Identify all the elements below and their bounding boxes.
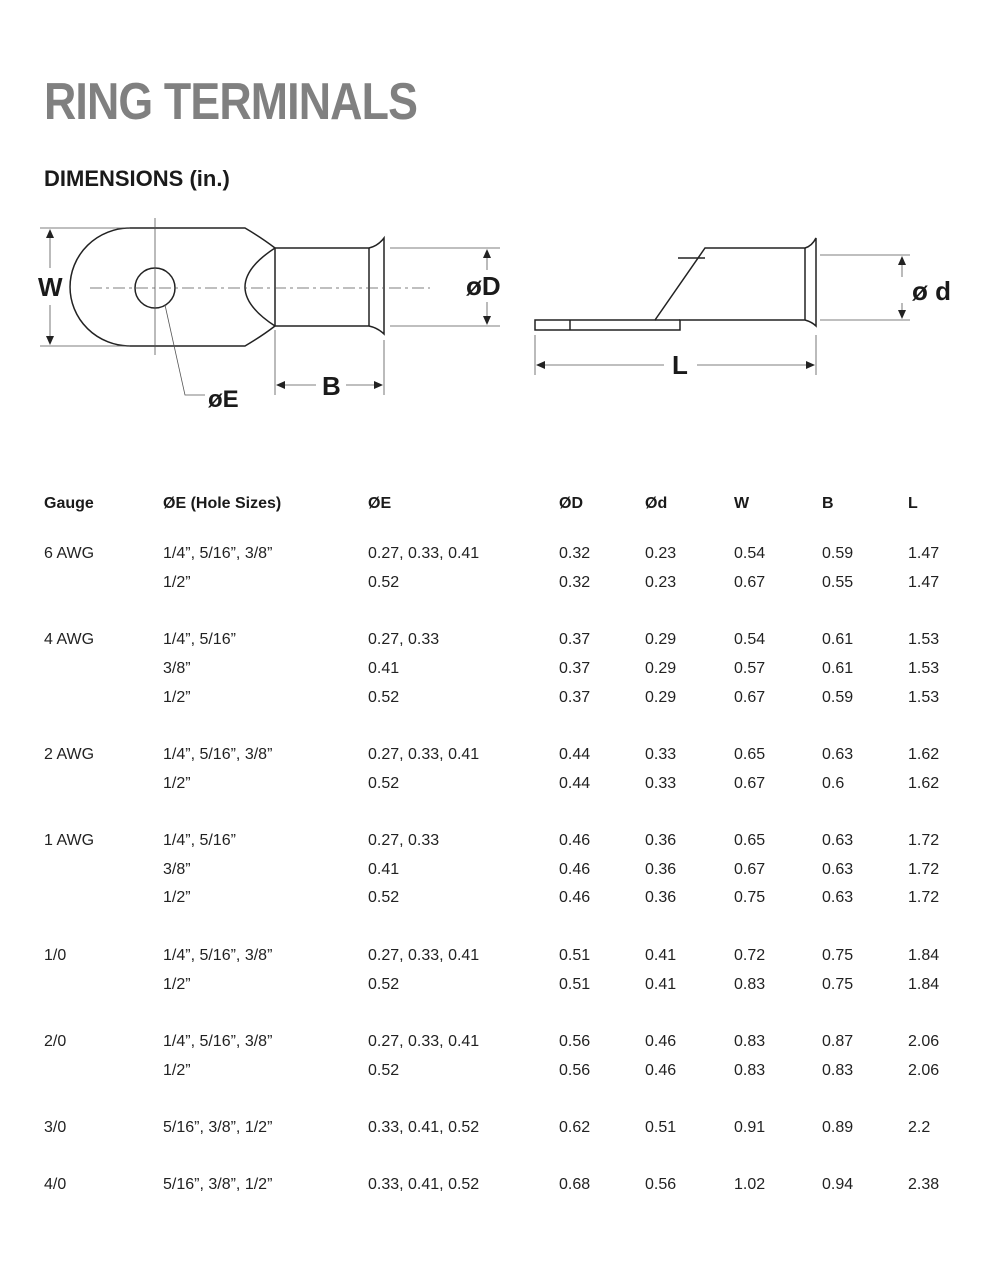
cell-e: 0.41 — [368, 659, 400, 677]
table-row — [0, 1033, 989, 1059]
cell-W: 0.83 — [734, 1061, 766, 1079]
table-row — [0, 631, 989, 657]
cell-D: 0.37 — [559, 659, 591, 677]
cell-d: 0.41 — [645, 946, 677, 964]
cell-D: 0.44 — [559, 745, 591, 763]
cell-d: 0.29 — [645, 659, 677, 677]
cell-B: 0.59 — [822, 688, 854, 706]
cell-hole-sizes: 1/4”, 5/16” — [163, 832, 236, 849]
cell-hole-sizes: 1/4”, 5/16”, 3/8” — [163, 1032, 273, 1050]
cell-d: 0.51 — [645, 1119, 677, 1136]
cell-W: 0.54 — [734, 631, 766, 649]
dim-B-label: B — [322, 371, 341, 401]
cell-hole-sizes: 1/4”, 5/16”, 3/8” — [163, 946, 273, 964]
cell-L: 1.84 — [908, 975, 940, 993]
cell-W: 0.72 — [734, 946, 766, 964]
cell-W: 0.67 — [734, 688, 766, 706]
header-e: ØE — [368, 495, 392, 512]
cell-W: 0.83 — [734, 1032, 766, 1050]
cell-D: 0.37 — [559, 631, 591, 649]
cell-gauge: 6 AWG — [44, 545, 95, 562]
dim-D-label: øD — [466, 271, 501, 301]
header-hole-sizes: ØE (Hole Sizes) — [163, 495, 282, 512]
cell-d: 0.23 — [645, 573, 677, 591]
cell-B: 0.87 — [822, 1032, 854, 1050]
cell-hole-sizes: 1/2” — [163, 889, 191, 907]
cell-gauge: 4/0 — [44, 1176, 67, 1194]
cell-d: 0.41 — [645, 975, 677, 993]
cell-D: 0.68 — [559, 1176, 591, 1194]
cell-B: 0.63 — [822, 860, 854, 878]
ring-terminal-diagram — [0, 200, 989, 440]
side-tongue — [535, 238, 816, 330]
barrel — [275, 238, 384, 334]
cell-B: 0.61 — [822, 631, 854, 649]
cell-e: 0.52 — [368, 889, 400, 907]
table-row — [0, 746, 989, 772]
cell-d: 0.29 — [645, 631, 677, 649]
cell-L: 1.72 — [908, 889, 940, 907]
cell-D: 0.46 — [559, 860, 591, 878]
cell-L: 2.2 — [908, 1119, 931, 1136]
cell-L: 1.47 — [908, 545, 940, 562]
table-row — [0, 545, 989, 571]
cell-hole-sizes: 3/8” — [163, 860, 191, 878]
cell-L: 1.62 — [908, 774, 940, 792]
header-D: ØD — [559, 495, 583, 512]
cell-hole-sizes: 1/2” — [163, 573, 191, 591]
cell-d: 0.36 — [645, 889, 677, 907]
cell-D: 0.56 — [559, 1061, 591, 1079]
cell-hole-sizes: 1/4”, 5/16”, 3/8” — [163, 545, 273, 562]
cell-B: 0.61 — [822, 659, 854, 677]
cell-D: 0.46 — [559, 889, 591, 907]
cell-W: 0.91 — [734, 1119, 766, 1136]
cell-hole-sizes: 5/16”, 3/8”, 1/2” — [163, 1119, 273, 1136]
cell-L: 1.84 — [908, 946, 940, 964]
cell-d: 0.23 — [645, 545, 677, 562]
cell-e: 0.27, 0.33, 0.41 — [368, 745, 480, 763]
cell-L: 2.38 — [908, 1176, 940, 1194]
cell-hole-sizes: 5/16”, 3/8”, 1/2” — [163, 1176, 273, 1194]
cell-D: 0.46 — [559, 832, 591, 849]
cell-gauge: 4 AWG — [44, 631, 95, 649]
cell-d: 0.33 — [645, 774, 677, 792]
cell-D: 0.37 — [559, 688, 591, 706]
cell-D: 0.32 — [559, 545, 591, 562]
table-row — [0, 861, 989, 887]
cell-W: 0.67 — [734, 860, 766, 878]
dim-L-label: L — [672, 350, 688, 380]
cell-L: 1.47 — [908, 573, 940, 591]
cell-hole-sizes: 1/2” — [163, 688, 191, 706]
table-row — [0, 889, 989, 915]
cell-e: 0.27, 0.33 — [368, 631, 440, 649]
cell-B: 0.6 — [822, 774, 845, 792]
table-row — [0, 689, 989, 715]
cell-hole-sizes: 1/4”, 5/16”, 3/8” — [163, 745, 273, 763]
page-title: RING TERMINALS — [44, 73, 418, 131]
cell-gauge: 2/0 — [44, 1032, 67, 1050]
cell-d: 0.46 — [645, 1061, 677, 1079]
header-B: B — [822, 495, 834, 512]
dim-E-label: øE — [208, 386, 239, 413]
cell-L: 1.72 — [908, 832, 940, 849]
cell-W: 0.67 — [734, 573, 766, 591]
cell-B: 0.75 — [822, 975, 854, 993]
cell-e: 0.52 — [368, 774, 400, 792]
cell-D: 0.56 — [559, 1032, 591, 1050]
cell-e: 0.27, 0.33 — [368, 832, 440, 849]
cell-W: 0.83 — [734, 975, 766, 993]
cell-W: 0.65 — [734, 832, 766, 849]
cell-W: 0.57 — [734, 659, 766, 677]
cell-hole-sizes: 1/2” — [163, 774, 191, 792]
cell-D: 0.51 — [559, 946, 591, 964]
cell-D: 0.51 — [559, 975, 591, 993]
cell-e: 0.33, 0.41, 0.52 — [368, 1176, 480, 1194]
cell-D: 0.62 — [559, 1119, 591, 1136]
cell-W: 0.54 — [734, 545, 766, 562]
cell-e: 0.27, 0.33, 0.41 — [368, 1032, 480, 1050]
table-row — [0, 775, 989, 801]
cell-e: 0.52 — [368, 975, 400, 993]
header-W: W — [734, 495, 750, 512]
cell-W: 0.65 — [734, 745, 766, 763]
cell-B: 0.63 — [822, 745, 854, 763]
cell-B: 0.59 — [822, 545, 854, 562]
cell-L: 1.53 — [908, 688, 940, 706]
cell-hole-sizes: 1/2” — [163, 975, 191, 993]
ring-inner-curve — [245, 248, 275, 326]
cell-d: 0.56 — [645, 1176, 677, 1194]
cell-gauge: 1 AWG — [44, 832, 95, 849]
cell-W: 0.75 — [734, 889, 766, 907]
cell-L: 2.06 — [908, 1032, 940, 1050]
cell-d: 0.33 — [645, 745, 677, 763]
cell-e: 0.33, 0.41, 0.52 — [368, 1119, 480, 1136]
cell-gauge: 2 AWG — [44, 745, 95, 763]
cell-d: 0.46 — [645, 1032, 677, 1050]
table-row — [0, 947, 989, 973]
cell-d: 0.29 — [645, 688, 677, 706]
cell-hole-sizes: 1/2” — [163, 1061, 191, 1079]
table-row — [0, 660, 989, 686]
cell-e: 0.52 — [368, 1061, 400, 1079]
cell-B: 0.94 — [822, 1176, 854, 1194]
cell-e: 0.27, 0.33, 0.41 — [368, 545, 480, 562]
header-L: L — [908, 495, 918, 512]
cell-B: 0.89 — [822, 1119, 854, 1136]
cell-L: 1.72 — [908, 860, 940, 878]
cell-L: 1.53 — [908, 659, 940, 677]
cell-d: 0.36 — [645, 860, 677, 878]
cell-L: 2.06 — [908, 1061, 940, 1079]
cell-D: 0.44 — [559, 774, 591, 792]
cell-e: 0.52 — [368, 573, 400, 591]
cell-B: 0.63 — [822, 832, 854, 849]
cell-W: 1.02 — [734, 1176, 766, 1194]
cell-W: 0.67 — [734, 774, 766, 792]
cell-B: 0.63 — [822, 889, 854, 907]
header-gauge: Gauge — [44, 495, 94, 512]
cell-e: 0.27, 0.33, 0.41 — [368, 946, 480, 964]
table-row — [0, 1176, 989, 1202]
cell-hole-sizes: 3/8” — [163, 659, 191, 677]
cell-gauge: 3/0 — [44, 1119, 67, 1136]
dim-d-label: ø d — [912, 276, 951, 306]
dim-W-label: W — [38, 272, 63, 302]
header-d: Ød — [645, 495, 668, 512]
cell-D: 0.32 — [559, 573, 591, 591]
cell-e: 0.52 — [368, 688, 400, 706]
table-row — [0, 832, 989, 858]
table-row — [0, 976, 989, 1002]
cell-L: 1.62 — [908, 745, 940, 763]
cell-d: 0.36 — [645, 832, 677, 849]
cell-B: 0.83 — [822, 1061, 854, 1079]
table-row — [0, 1062, 989, 1088]
cell-hole-sizes: 1/4”, 5/16” — [163, 631, 236, 649]
cell-L: 1.53 — [908, 631, 940, 649]
cell-B: 0.55 — [822, 573, 854, 591]
cell-gauge: 1/0 — [44, 946, 67, 964]
table-row — [0, 1119, 989, 1145]
section-subtitle: DIMENSIONS (in.) — [44, 166, 230, 191]
table-row — [0, 574, 989, 600]
cell-B: 0.75 — [822, 946, 854, 964]
cell-e: 0.41 — [368, 860, 400, 878]
